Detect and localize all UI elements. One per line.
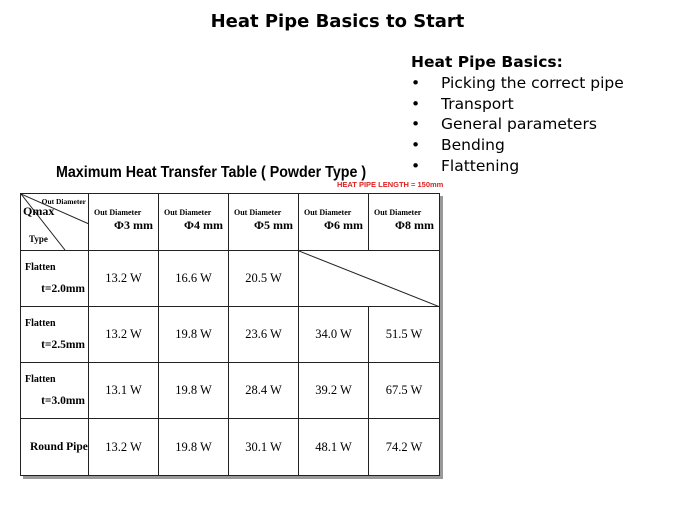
bullet-list	[411, 73, 673, 177]
not-applicable-cell	[299, 251, 440, 307]
table-row	[21, 251, 440, 307]
bullet-item: • Picking the correct pipe	[411, 73, 673, 94]
value-cell: 19.8 W	[159, 419, 229, 476]
value-cell: 19.8 W	[159, 307, 229, 363]
corner-type: Type	[29, 234, 48, 244]
row-label-cell	[21, 251, 89, 307]
row-label-bottom: t=2.0mm	[41, 283, 85, 295]
bullet-item: • Transport	[411, 94, 673, 115]
value-cell: 74.2 W	[369, 419, 440, 476]
value-cell: 20.5 W	[229, 251, 299, 307]
bullet-panel	[411, 52, 673, 177]
column-header-label: Out Diameter	[374, 208, 422, 217]
column-header	[229, 194, 299, 251]
value-cell: 19.8 W	[159, 363, 229, 419]
table-row	[21, 419, 440, 476]
length-note: HEAT PIPE LENGTH = 150mm	[337, 180, 444, 189]
bullet-item: • Flattening	[411, 156, 673, 177]
bullet-item: • General parameters	[411, 114, 673, 135]
value-cell: 23.6 W	[229, 307, 299, 363]
heat-transfer-table	[20, 193, 440, 476]
value-cell: 30.1 W	[229, 419, 299, 476]
value-cell: 28.4 W	[229, 363, 299, 419]
value-cell: 13.1 W	[89, 363, 159, 419]
column-header-label: Out Diameter	[304, 208, 352, 217]
row-label-bottom: t=2.5mm	[41, 339, 85, 351]
column-header	[159, 194, 229, 251]
value-cell: 13.2 W	[89, 419, 159, 476]
slide-title: Heat Pipe Basics to Start	[210, 11, 465, 32]
column-header	[299, 194, 369, 251]
row-label-top: Flatten	[25, 262, 56, 273]
value-cell: 48.1 W	[299, 419, 369, 476]
corner-cell	[21, 194, 89, 251]
bullets-heading: Heat Pipe Basics:	[411, 53, 563, 71]
value-cell: 16.6 W	[159, 251, 229, 307]
column-header-value: Φ5 mm	[254, 218, 293, 232]
value-cell: 51.5 W	[369, 307, 440, 363]
column-header	[369, 194, 440, 251]
value-cell: 67.5 W	[369, 363, 440, 419]
table-title: Maximum Heat Transfer Table ( Powder Type )	[56, 164, 367, 181]
corner-qmax: Qmax	[23, 204, 55, 218]
row-label-bottom: t=3.0mm	[41, 395, 85, 407]
column-header-label: Out Diameter	[234, 208, 282, 217]
row-label: Round Pipe	[30, 441, 88, 453]
column-header-value: Φ3 mm	[114, 218, 153, 232]
not-applicable-diagonal	[299, 251, 440, 307]
table-row	[21, 307, 440, 363]
bullet-item: • Bending	[411, 135, 673, 156]
column-header-value: Φ6 mm	[324, 218, 363, 232]
column-header-label: Out Diameter	[164, 208, 212, 217]
corner-out-diameter: Out Diameter	[41, 197, 86, 206]
column-header-value: Φ4 mm	[184, 218, 223, 232]
column-header-value: Φ8 mm	[395, 218, 434, 232]
row-label-top: Flatten	[25, 318, 56, 329]
value-cell: 13.2 W	[89, 307, 159, 363]
table-header-row	[21, 194, 440, 251]
row-label-cell	[21, 307, 89, 363]
row-label-cell	[21, 363, 89, 419]
table-row	[21, 363, 440, 419]
column-header	[89, 194, 159, 251]
row-label-cell	[21, 419, 89, 476]
value-cell: 13.2 W	[89, 251, 159, 307]
column-header-label: Out Diameter	[94, 208, 142, 217]
value-cell: 34.0 W	[299, 307, 369, 363]
value-cell: 39.2 W	[299, 363, 369, 419]
row-label-top: Flatten	[25, 374, 56, 385]
